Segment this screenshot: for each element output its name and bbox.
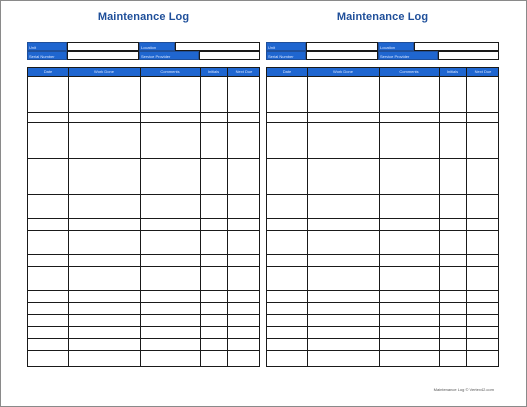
column-header-work-done: Work Done [333, 69, 353, 74]
row-divider [28, 254, 259, 255]
unit-label: Unit [266, 42, 306, 51]
service-provider-label: Service Provider [378, 51, 438, 60]
serial-number-field[interactable] [306, 51, 378, 60]
row-divider [28, 194, 259, 195]
row-divider [267, 326, 498, 327]
log-table [266, 67, 499, 367]
row-divider [28, 314, 259, 315]
row-divider [28, 350, 259, 351]
info-row [27, 51, 260, 60]
row-divider [267, 338, 498, 339]
log-info-block [27, 41, 260, 61]
column-header-date: Date [43, 69, 53, 74]
row-divider [28, 290, 259, 291]
row-divider [28, 338, 259, 339]
column-header-next-due: Next Due [235, 69, 253, 74]
location-field[interactable] [175, 42, 260, 51]
row-divider [28, 230, 259, 231]
info-row [266, 42, 499, 51]
log-info-block [266, 41, 499, 61]
column-header-comments: Comments [160, 69, 180, 74]
row-divider [28, 266, 259, 267]
log-table [27, 67, 260, 367]
footer-credit: Maintenance Log © Vertex42.com [433, 387, 494, 392]
row-divider [267, 254, 498, 255]
row-divider [267, 290, 498, 291]
location-field[interactable] [414, 42, 499, 51]
table-header [28, 68, 259, 76]
column-header-date: Date [282, 69, 292, 74]
service-provider-field[interactable] [438, 51, 499, 60]
row-divider [267, 158, 498, 159]
location-label: Location [139, 42, 175, 51]
row-divider [267, 112, 498, 113]
row-divider [28, 112, 259, 113]
row-divider [28, 158, 259, 159]
column-header-work-done: Work Done [94, 69, 114, 74]
row-divider [267, 302, 498, 303]
info-row [266, 51, 499, 60]
row-divider [28, 218, 259, 219]
log-title: Maintenance Log [336, 11, 429, 23]
serial-number-field[interactable] [67, 51, 139, 60]
table-header [267, 68, 498, 76]
serial-number-label: Serial Number [266, 51, 306, 60]
row-divider [267, 314, 498, 315]
row-divider [267, 230, 498, 231]
log-title: Maintenance Log [97, 11, 190, 23]
column-header-initials: Initials [446, 69, 459, 74]
row-divider [28, 302, 259, 303]
row-divider [267, 218, 498, 219]
column-header-initials: Initials [207, 69, 220, 74]
row-divider [28, 122, 259, 123]
info-row [27, 42, 260, 51]
location-label: Location [378, 42, 414, 51]
row-divider [28, 76, 259, 77]
serial-number-label: Serial Number [27, 51, 67, 60]
row-divider [267, 266, 498, 267]
column-header-next-due: Next Due [474, 69, 492, 74]
row-divider [267, 350, 498, 351]
service-provider-label: Service Provider [139, 51, 199, 60]
row-divider [267, 194, 498, 195]
unit-field[interactable] [67, 42, 139, 51]
unit-field[interactable] [306, 42, 378, 51]
row-divider [267, 122, 498, 123]
unit-label: Unit [27, 42, 67, 51]
service-provider-field[interactable] [199, 51, 260, 60]
row-divider [267, 76, 498, 77]
column-header-comments: Comments [399, 69, 419, 74]
row-divider [28, 326, 259, 327]
